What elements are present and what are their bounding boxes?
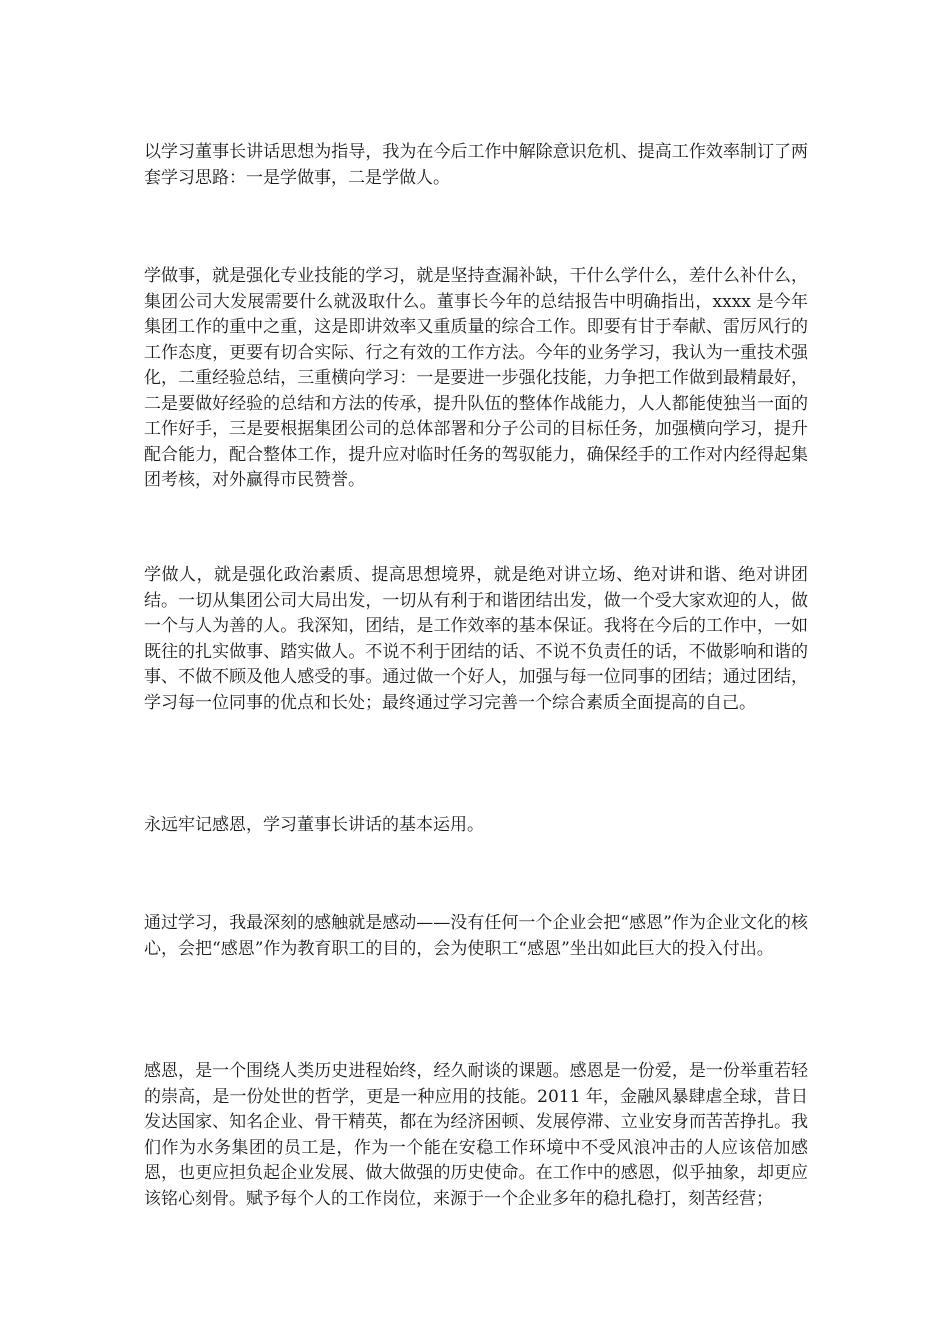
paragraph-learn-conduct: 学做人，就是强化政治素质、提高思想境界，就是绝对讲立场、绝对讲和谐、绝对讲团结。一切从集团公司大局出发，一切从有利于和谐团结出发，做一个受大家欢迎的人，做一个与人为善的人。我深知，团结，是工作效率的基本保证。我将在今后的工作中，一如既往的扎实做事、踏实做人。不说不利于团结的话、不说不负责任的话，不做影响和谐的事、不做不顾及他人感受的事。通过做一个好人，加强与每一位同事的团结；通过团结，学习每一位同事的优点和长处；最终通过学习完善一个综合素质全面提高的自己。 bbox=[144, 565, 808, 713]
paragraph-gratitude-impression: 通过学习，我最深刻的感触就是感动——没有任何一个企业会把“感恩”作为企业文化的核心，会把“感恩”作为教育职工的目的，会为使职工“感恩”坐出如此巨大的投入付出。 bbox=[144, 913, 808, 959]
paragraph-learn-work: 学做事，就是强化专业技能的学习，就是坚持查漏补缺，干什么学什么，差什么补什么，集团公司大发展需要什么就汲取什么。董事长今年的总结报告中明确指出，xxxx 是今年集团工作的重中之重，这是即讲效率又重质量的综合工作。即要有甘于奉献、雷厉风行的工作态度，更要有切合实际、行之有效的工作方法。今年的业务学习，我认为一重技术强化，二重经验总结，三重横向学习：一是要进一步强化技能，力争把工作做到最精最好，二是要做好经验的总结和方法的传承，提升队伍的整体作战能力，人人都能使独当一面的工作好手，三是要根据集团公司的总体部署和分子公司的目标任务，加强横向学习，提升配合能力，配合整体工作，提升应对临时任务的驾驭能力，确保经手的工作对内经得起集团考核，对外赢得市民赞誉。 bbox=[144, 266, 808, 490]
paragraph-gratitude-topic: 感恩，是一个围绕人类历史进程始终，经久耐谈的课题。感恩是一份爱，是一份举重若轻的崇高，是一份处世的哲学，更是一种应用的技能。2011 年，金融风暴肆虐全球，昔日发达国家、知名企业、骨干精英，都在为经济困顿、发展停滞、立业安身而苦苦挣扎。我们作为水务集团的员工是，作为一个能在安稳工作环境中不受风浪冲击的人应该倍加感恩，也更应担负起企业发展、做大做强的历史使命。在工作中的感恩，似乎抽象，却更应该铭心刻骨。赋予每个人的工作岗位，来源于一个企业多年的稳扎稳打，刻苦经营； bbox=[144, 1061, 808, 1209]
paragraph-study-approach: 以学习董事长讲话思想为指导，我为在今后工作中解除意识危机、提高工作效率制订了两套学习思路：一是学做事，二是学做人。 bbox=[144, 142, 808, 188]
paragraph-gratitude-heading: 永远牢记感恩，学习董事长讲话的基本运用。 bbox=[144, 815, 484, 835]
